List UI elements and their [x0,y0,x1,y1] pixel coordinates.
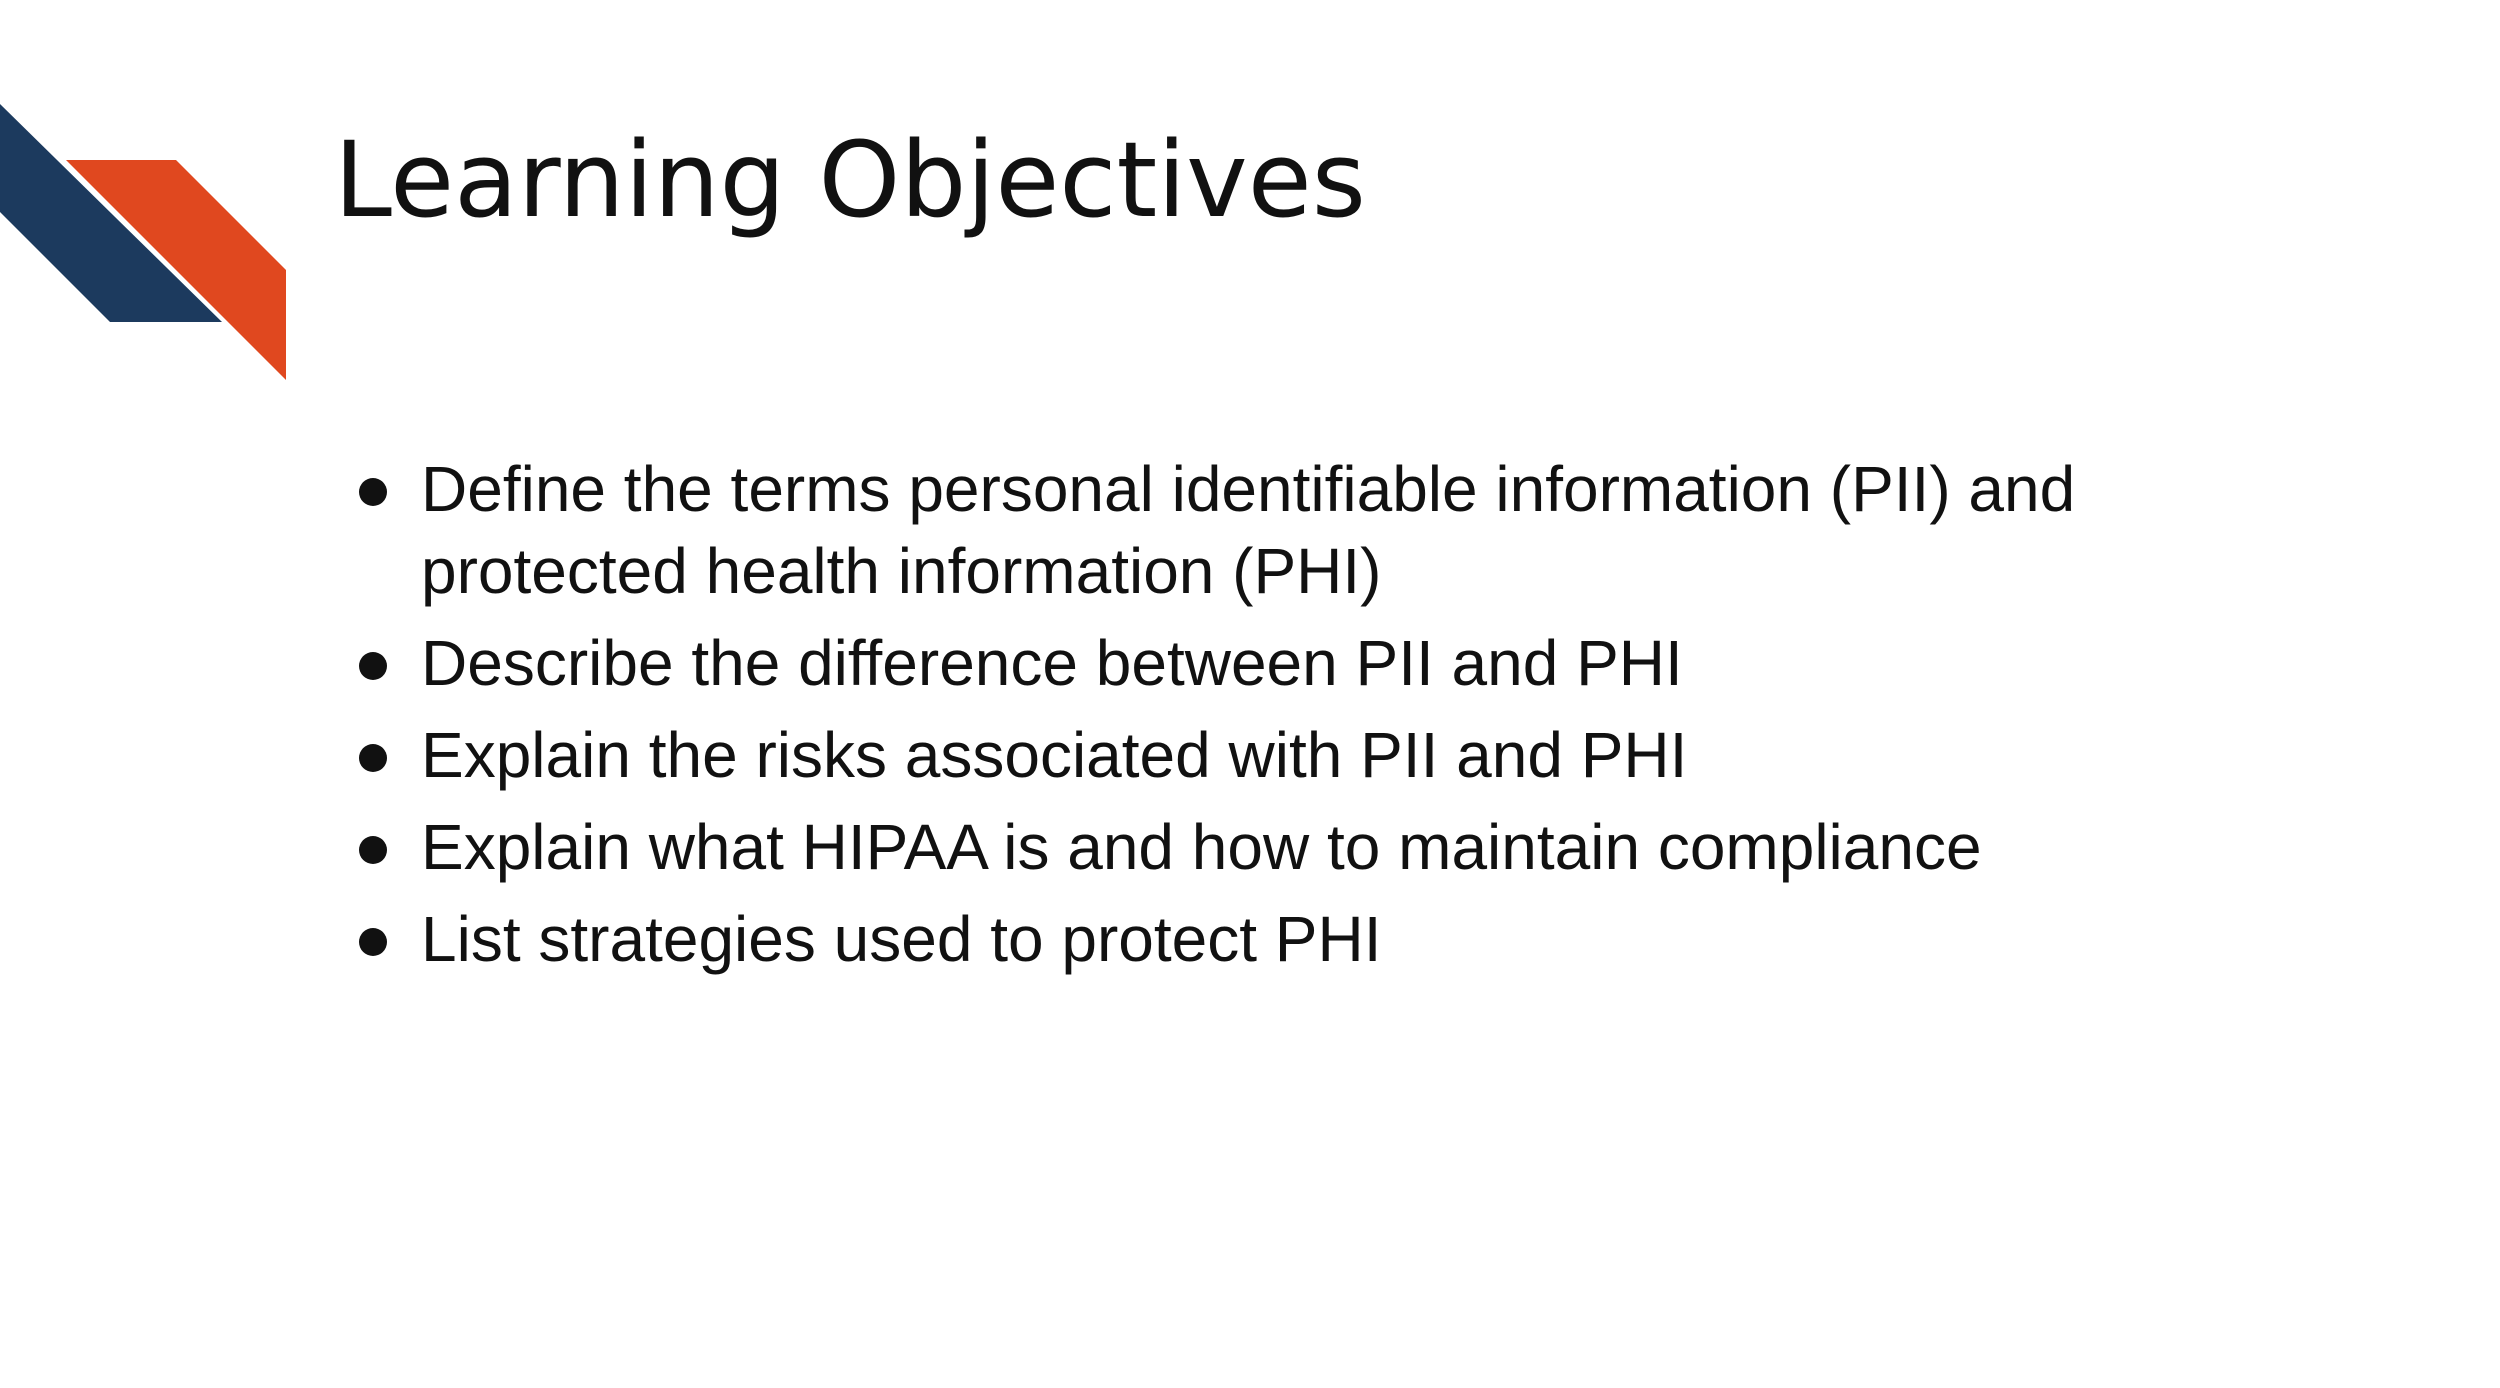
bullet-text: Explain the risks associated with PII and PHI [421,719,1688,791]
bullet-dot-icon [359,652,387,680]
bullet-dot-icon [359,928,387,956]
bullet-text: Define the terms personal identifiable information (PII) and protected health information (PHI) [421,453,2076,607]
bullet-text: List strategies used to protect PHI [421,903,1382,975]
bullet-text: Describe the difference between PII and PHI [421,627,1683,699]
bullet-dot-icon [359,478,387,506]
list-item [355,622,2285,704]
list-item [355,448,2285,612]
list-item [355,898,2285,980]
bullet-dot-icon [359,744,387,772]
list-item [355,714,2285,796]
slide-title: Learning Objectives [334,119,1366,241]
corner-decoration [0,0,300,390]
bullet-dot-icon [359,836,387,864]
objectives-list [355,448,2285,990]
list-item [355,806,2285,888]
bullet-text: Explain what HIPAA is and how to maintain compliance [421,811,1982,883]
